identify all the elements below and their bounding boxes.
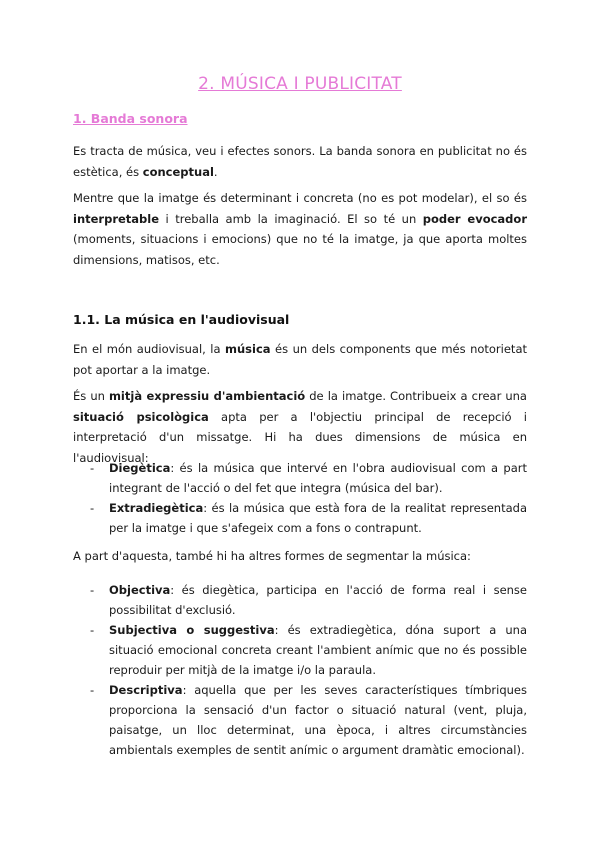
list-segmentar-musica [73,580,527,760]
bold-term: Extradiegètica [109,501,204,515]
list-item [73,580,527,620]
bullet-dash: - [90,683,95,697]
bold-term: conceptual [142,164,214,179]
text-run: (moments, situacions i emocions) que no té la imatge, ja que aporta moltes dimensions, matisos, etc. [73,232,527,267]
bold-term: Descriptiva [109,683,183,697]
text-run: : aquella que per les seves característiques tímbriques proporciona la sensació d'un factor o situació natural (vent, pluja, paisatge, un lloc determinat, una època, i altres circumstàncies ambientals exemples de sentit anímic o argument dramàtic emocional). [109,683,527,757]
bold-term: mitjà expressiu d'ambientació [108,389,306,403]
bullet-dash: - [90,501,95,515]
list-item [73,458,527,498]
paragraph-banda-sonora-definition [73,141,527,182]
section-heading-musica-audiovisual: 1.1. La música en l'audiovisual [73,312,290,327]
text-run: És un [73,389,109,403]
text-run: apta per a l'objectiu principal de recepció i interpretació d'un missatge. Hi ha dues dimensions de música en l'audiovisual: [73,409,527,465]
text-run: Mentre que la imatge és determinant i concreta (no es pot modelar), el so és [73,191,527,205]
bold-term: situació psicològica [73,409,209,424]
bullet-dash: - [90,623,95,637]
paragraph-imatge-vs-so [73,188,527,270]
text-run: és un dels components que més notorietat pot aportar a la imatge. [73,342,527,377]
text-run: : és la música que intervé en l'obra audiovisual com a part integrant de l'acció o del fet que integra (música del bar). [109,461,527,495]
bold-term: interpretable [73,211,160,226]
text-run: : és la música que està fora de la realitat representada per la imatge i que s'afegeix com a fons o contrapunt. [109,501,527,535]
list-dimensions-musica [73,458,527,538]
list-item [73,680,527,760]
text-run: En el món audiovisual, la [73,342,226,356]
bullet-dash: - [90,461,95,475]
bold-term: Diegètica [109,461,171,475]
text-run: de la imatge. Contribueix a crear una [305,389,527,403]
paragraph-musica-notorietat [73,339,527,380]
list-item [73,620,527,680]
bullet-dash: - [90,583,95,597]
text-run: : és diegètica, participa en l'acció de forma real i sense possibilitat d'exclusió. [109,583,527,617]
text-run: . [213,164,218,179]
paragraph-altres-formes: A part d'aquesta, també hi ha altres formes de segmentar la música: [73,549,471,563]
section-heading-banda-sonora: 1. Banda sonora [73,111,188,126]
text-run: i treballa amb la imaginació. El so té un [159,211,423,226]
text-run: Es tracta de música, veu i efectes sonors. La banda sonora en publicitat no és estètica, és [73,144,527,179]
paragraph-mitja-expressiu [73,386,527,468]
bold-term: música [225,342,271,356]
list-item [73,498,527,538]
page-title: 2. MÚSICA I PUBLICITAT [198,74,402,94]
bold-term: poder evocador [422,211,527,226]
bold-term: Subjectiva o suggestiva [109,623,275,637]
text-run: : és extradiegètica, dóna suport a una situació emocional concreta creant l'ambient anímic que no és possible reproduir per mitjà de la imatge i/o la paraula. [109,623,528,677]
bold-term: Objectiva [109,583,171,597]
